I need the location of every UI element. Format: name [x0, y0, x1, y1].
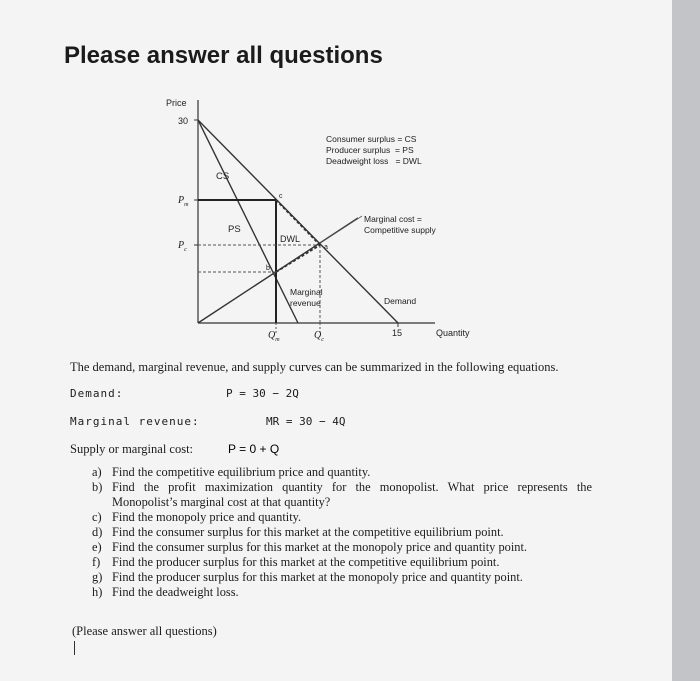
question-text: Find the profit maximization quantity for the monopolist. What price represents the Monopolist’s marginal cost at that quantity?	[112, 480, 592, 509]
question-item	[92, 525, 592, 540]
qm-tick-label: $Q_m$	[268, 330, 280, 343]
page-heading: Please answer all questions	[64, 42, 383, 69]
question-text: Find the competitive equilibrium price and quantity.	[112, 465, 371, 479]
point-a-label: a	[324, 244, 328, 251]
monopoly-graph	[160, 90, 490, 345]
y-axis-label: Price	[166, 98, 187, 108]
mc-label-line1: Marginal cost =	[364, 214, 422, 224]
question-text: Find the producer surplus for this market at the monopoly price and quantity point.	[112, 570, 523, 584]
demand-label: Demand	[384, 296, 417, 306]
question-label: b)	[92, 480, 103, 494]
cs-region-label: CS	[216, 171, 230, 182]
mr-label-line1: Marginal	[290, 287, 323, 297]
question-item	[92, 585, 592, 600]
text-cursor[interactable]	[74, 641, 75, 655]
question-label: a)	[92, 465, 102, 479]
question-text: Find the consumer surplus for this market at the competitive equilibrium point.	[112, 525, 504, 539]
question-list	[92, 465, 592, 600]
x-tick-15: 15	[392, 328, 403, 338]
marginal-cost-to-label	[320, 216, 362, 243]
question-item	[92, 555, 592, 570]
legend-ps: Producer surplus = PS	[326, 145, 414, 155]
window-edge	[672, 0, 700, 681]
question-item	[92, 480, 592, 510]
question-label: g)	[92, 570, 103, 584]
dwl-region-label: DWL	[280, 234, 300, 244]
dwl-edge-bottom	[276, 245, 320, 272]
question-text: Find the deadweight loss.	[112, 585, 239, 599]
supply-equation: P = 0 + Q	[228, 442, 280, 456]
question-label: c)	[92, 510, 102, 524]
demand-name: Demand:	[70, 387, 124, 400]
legend-cs: Consumer surplus = CS	[326, 134, 417, 144]
question-item	[92, 570, 592, 585]
question-text: Find the monopoly price and quantity.	[112, 510, 302, 524]
question-item	[92, 510, 592, 525]
question-item	[92, 540, 592, 555]
question-label: f)	[92, 555, 101, 569]
mr-label-line2: revenue	[290, 298, 321, 308]
question-label: d)	[92, 525, 103, 539]
point-b-label: b	[266, 265, 270, 272]
demand-equation: P = 30 − 2Q	[226, 387, 299, 400]
mc-label-line2: Competitive supply	[364, 225, 436, 235]
question-label: e)	[92, 540, 102, 554]
x-axis-label: Quantity	[436, 328, 470, 338]
pc-tick-label: $P_c$	[178, 240, 187, 253]
question-item	[92, 465, 592, 480]
qc-tick-label: $Q_c$	[314, 330, 324, 343]
closing-note: (Please answer all questions)	[72, 624, 217, 638]
mr-equation: MR = 30 − 4Q	[266, 415, 346, 428]
legend-dwl: Deadweight loss = DWL	[326, 156, 422, 166]
point-c-label: c	[279, 193, 283, 200]
mr-name: Marginal revenue:	[70, 415, 200, 428]
marginal-revenue-line	[198, 120, 298, 323]
intro-text: The demand, marginal revenue, and supply curves can be summarized in the following equations.	[70, 360, 559, 374]
ps-region-label: PS	[228, 224, 241, 235]
supply-name: Supply or marginal cost:	[70, 442, 194, 456]
question-text: Find the producer surplus for this market at the competitive equilibrium point.	[112, 555, 500, 569]
question-label: h)	[92, 585, 103, 599]
question-text: Find the consumer surplus for this market at the monopoly price and quantity point.	[112, 540, 528, 554]
y-tick-30: 30	[178, 116, 189, 126]
pm-tick-label: $P_m$	[178, 195, 189, 208]
